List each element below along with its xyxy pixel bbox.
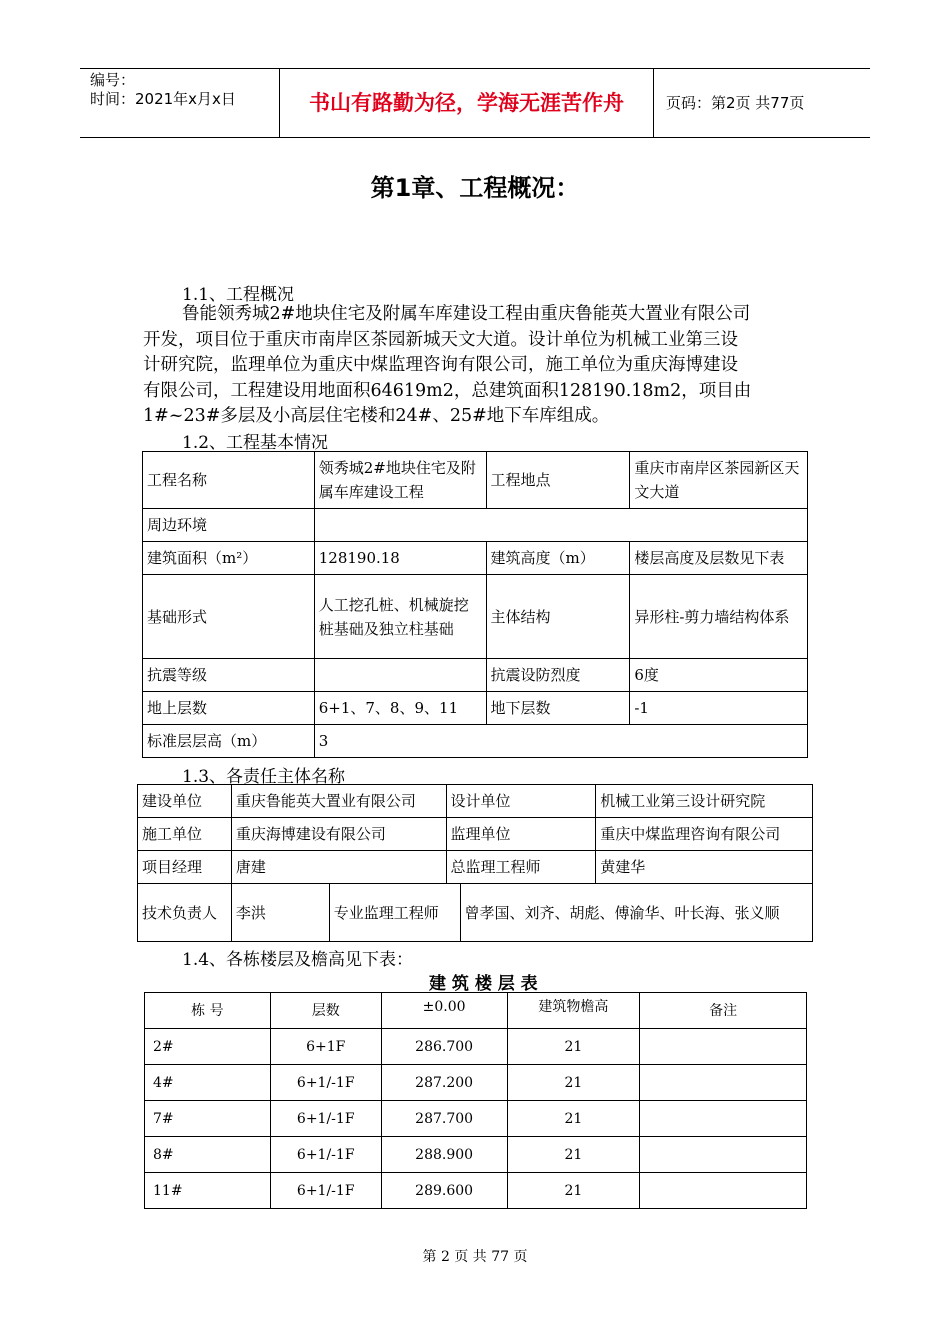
table-cell: 6+1F [270, 1029, 381, 1065]
table-cell: 21 [507, 1065, 640, 1101]
table-cell: 工程地点 [486, 452, 630, 509]
parties-table [137, 784, 813, 942]
para-line: 计研究院，监理单位为重庆中煤监理咨询有限公司，施工单位为重庆海博建设 [143, 355, 738, 375]
table-cell: 主体结构 [486, 575, 630, 659]
table-row [143, 509, 808, 542]
table-row [145, 1029, 807, 1065]
table-cell [640, 1101, 807, 1137]
table-cell: 项目经理 [138, 851, 232, 884]
table-cell: 异形柱-剪力墙结构体系 [630, 575, 808, 659]
table-cell: 6+1/-1F [270, 1065, 381, 1101]
table-cell: 建筑高度（m） [486, 542, 630, 575]
basic-info-table [142, 451, 808, 758]
table-cell: -1 [630, 692, 808, 725]
table-cell: 289.600 [381, 1173, 507, 1209]
table-cell: 7# [145, 1101, 271, 1137]
table-row [138, 818, 813, 851]
table-cell: 6+1/-1F [270, 1173, 381, 1209]
floor-table [144, 992, 807, 1209]
time-label: 时间：2021年x月x日 [90, 90, 236, 108]
table-cell: 设计单位 [446, 785, 596, 818]
table-row [138, 884, 813, 942]
table-cell: 287.200 [381, 1065, 507, 1101]
table-cell: 11# [145, 1173, 271, 1209]
floor-table-title: 建 筑 楼 层 表 [429, 974, 538, 994]
table-cell: 专业监理工程师 [329, 884, 460, 942]
para-line: 有限公司，工程建设用地面积64619m2，总建筑面积128190.18m2，项目由 [143, 380, 752, 401]
table-cell: 标准层层高（m） [143, 725, 315, 758]
col-header: 层数 [270, 993, 381, 1029]
table-row [145, 1137, 807, 1173]
col-header: 建筑物檐高 [507, 993, 640, 1029]
section-1-2-heading: 1.2、工程基本情况 [182, 433, 329, 453]
table-cell [314, 509, 807, 542]
table-cell: 21 [507, 1101, 640, 1137]
table-cell: 工程名称 [143, 452, 315, 509]
table-cell: 人工挖孔桩、机械旋挖桩基础及独立柱基础 [314, 575, 486, 659]
table-cell: 曾孝国、刘齐、胡彪、傅渝华、叶长海、张义顺 [460, 884, 812, 942]
table-row [143, 692, 808, 725]
para-line: 开发，项目位于重庆市南岸区茶园新城天文大道。设计单位为机械工业第三设 [143, 329, 738, 350]
table-cell: 21 [507, 1137, 640, 1173]
page-header [80, 68, 870, 138]
table-cell: 重庆市南岸区茶园新区天文大道 [630, 452, 808, 509]
table-cell: 重庆海博建设有限公司 [231, 818, 446, 851]
page-info: 页码：第2页 共77页 [666, 94, 805, 112]
table-cell: 6+1/-1F [270, 1101, 381, 1137]
table-cell [640, 1065, 807, 1101]
table-cell: 黄建华 [596, 851, 813, 884]
table-cell: 6+1、7、8、9、11 [314, 692, 486, 725]
table-cell: 2# [145, 1029, 271, 1065]
table-cell: 287.700 [381, 1101, 507, 1137]
motto: 书山有路勤为径，学海无涯苦作舟 [280, 69, 654, 137]
table-row [143, 659, 808, 692]
table-cell: 4# [145, 1065, 271, 1101]
col-header: 备注 [640, 993, 807, 1029]
section-1-4-heading: 1.4、各栋楼层及檐高见下表： [182, 950, 414, 970]
table-cell: 机械工业第三设计研究院 [596, 785, 813, 818]
table-cell: 抗震设防烈度 [486, 659, 630, 692]
table-cell: 地下层数 [486, 692, 630, 725]
table-cell: 128190.18 [314, 542, 486, 575]
table-cell: 地上层数 [143, 692, 315, 725]
table-cell: 基础形式 [143, 575, 315, 659]
table-cell [640, 1137, 807, 1173]
table-row [143, 725, 808, 758]
table-cell: 施工单位 [138, 818, 232, 851]
table-cell: 领秀城2#地块住宅及附属车库建设工程 [314, 452, 486, 509]
table-cell: 唐建 [231, 851, 446, 884]
col-header: ±0.00 [381, 993, 507, 1029]
table-cell: 21 [507, 1029, 640, 1065]
section-1-1-heading: 1.1、工程概况 [182, 285, 295, 305]
table-cell: 楼层高度及层数见下表 [630, 542, 808, 575]
section-1-3-heading: 1.3、各责任主体名称 [182, 767, 346, 787]
table-cell: 288.900 [381, 1137, 507, 1173]
section-1-1-text [143, 302, 807, 430]
chapter-title: 第1章、工程概况： [370, 174, 580, 202]
table-row [143, 452, 808, 509]
table-row [143, 542, 808, 575]
table-row [138, 785, 813, 818]
table-cell: 总监理工程师 [446, 851, 596, 884]
table-cell: 建筑面积（m²） [143, 542, 315, 575]
table-row [145, 1065, 807, 1101]
table-cell: 重庆鲁能英大置业有限公司 [231, 785, 446, 818]
table-cell: 6+1/-1F [270, 1137, 381, 1173]
table-cell: 技术负责人 [138, 884, 232, 942]
table-cell: 抗震等级 [143, 659, 315, 692]
table-cell: 3 [314, 725, 807, 758]
para-line: 1#~23#多层及小高层住宅楼和24#、25#地下车库组成。 [143, 406, 610, 426]
table-cell: 建设单位 [138, 785, 232, 818]
table-cell: 286.700 [381, 1029, 507, 1065]
number-label: 编号： [90, 71, 136, 89]
header-meta [80, 69, 280, 137]
table-cell: 李洪 [231, 884, 329, 942]
page-footer: 第 2 页 共 77 页 [422, 1249, 528, 1265]
table-row [138, 851, 813, 884]
table-row [145, 1173, 807, 1209]
table-cell [314, 659, 486, 692]
table-cell [640, 1173, 807, 1209]
table-cell: 8# [145, 1137, 271, 1173]
table-header-row [145, 993, 807, 1029]
table-row [143, 575, 808, 659]
table-cell: 周边环境 [143, 509, 315, 542]
table-cell: 监理单位 [446, 818, 596, 851]
table-cell [640, 1029, 807, 1065]
col-header: 栋 号 [145, 993, 271, 1029]
table-cell: 21 [507, 1173, 640, 1209]
table-cell: 6度 [630, 659, 808, 692]
para-line: 鲁能领秀城2#地块住宅及附属车库建设工程由重庆鲁能英大置业有限公司 [182, 304, 751, 324]
table-cell: 重庆中煤监理咨询有限公司 [596, 818, 813, 851]
table-row [145, 1101, 807, 1137]
